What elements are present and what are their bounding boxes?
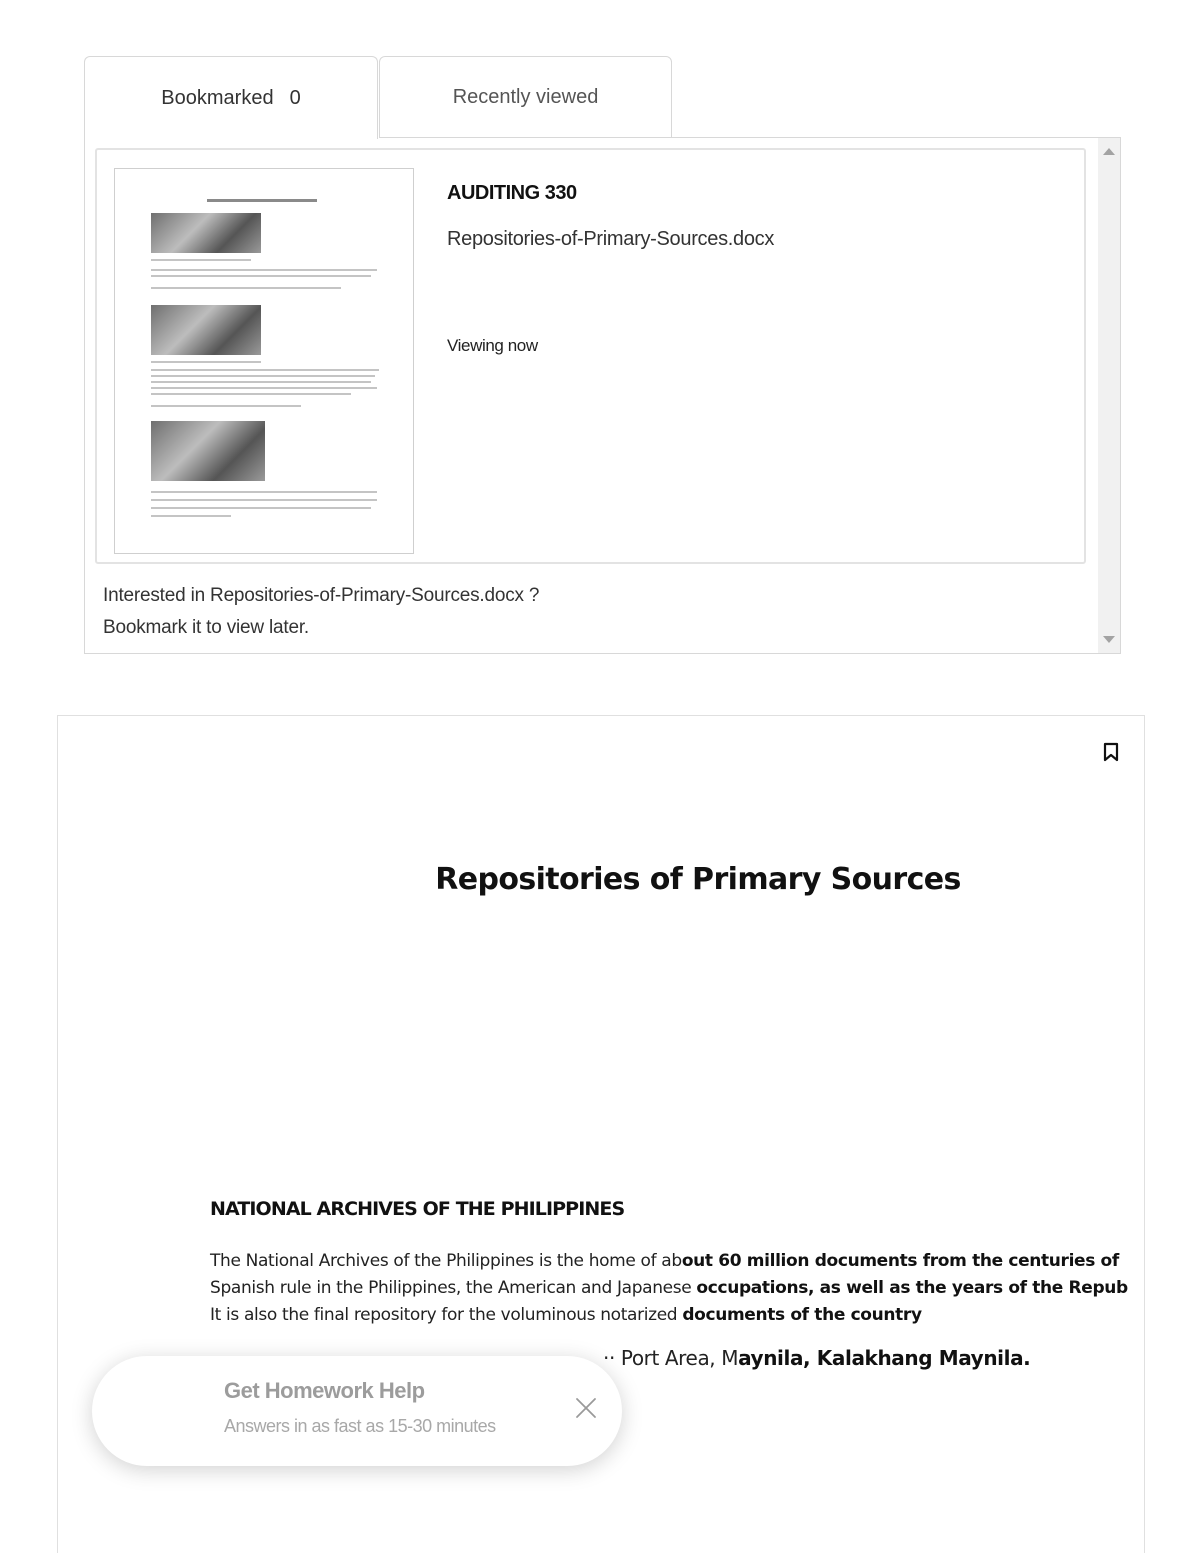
viewing-status: Viewing now — [447, 336, 538, 355]
close-icon[interactable] — [574, 1396, 598, 1420]
tab-recently-viewed[interactable] — [379, 56, 672, 138]
course-name: AUDITING 330 — [447, 182, 577, 204]
bookmark-prompt — [103, 580, 539, 644]
help-popup-title[interactable]: Get Homework Help — [224, 1378, 425, 1403]
tab-bookmarked-label: Bookmarked — [161, 86, 274, 109]
tab-recently-viewed-label: Recently viewed — [452, 85, 599, 108]
document-filename[interactable]: Repositories-of-Primary-Sources.docx — [447, 228, 775, 250]
tab-bookmarked[interactable] — [84, 56, 378, 139]
para-line1-b: out 60 million documents from the centuries of — [681, 1251, 1119, 1271]
tab-content — [84, 138, 1121, 654]
para-line3-a: It is also the final repository for the voluminous notarized — [210, 1305, 683, 1325]
scroll-down-arrow-icon[interactable] — [1103, 636, 1115, 643]
bookmark-icon[interactable] — [1102, 742, 1120, 762]
para-line2-a: Spanish rule in the Philippines, the American and Japanese — [210, 1278, 697, 1298]
homework-help-popup[interactable] — [92, 1356, 622, 1466]
para-line3-b: documents of the country — [682, 1305, 922, 1325]
scroll-up-arrow-icon[interactable] — [1103, 148, 1115, 155]
panel-scrollbar[interactable] — [1098, 138, 1120, 653]
section-paragraph — [210, 1248, 1145, 1329]
bookmark-prompt-line1: Interested in Repositories-of-Primary-Sources.docx ? — [103, 585, 540, 606]
document-history-panel — [84, 56, 1121, 654]
address-part-a: ·· Port Area, M — [603, 1346, 739, 1370]
document-thumbnail[interactable] — [114, 168, 414, 554]
recent-document-card[interactable] — [95, 148, 1086, 564]
para-line2-b: occupations, as well as the years of the Repub — [696, 1278, 1128, 1298]
address-line — [603, 1346, 1030, 1370]
document-title: Repositories of Primary Sources — [435, 862, 961, 897]
bookmark-count: 0 — [289, 86, 301, 109]
para-line1-a: The National Archives of the Philippines is the home of ab — [210, 1251, 682, 1271]
address-part-b: aynila, Kalakhang Maynila. — [738, 1346, 1031, 1370]
bookmark-prompt-line2: Bookmark it to view later. — [103, 617, 309, 638]
help-popup-subtitle: Answers in as fast as 15-30 minutes — [224, 1416, 496, 1436]
section-heading: NATIONAL ARCHIVES OF THE PHILIPPINES — [210, 1198, 625, 1220]
